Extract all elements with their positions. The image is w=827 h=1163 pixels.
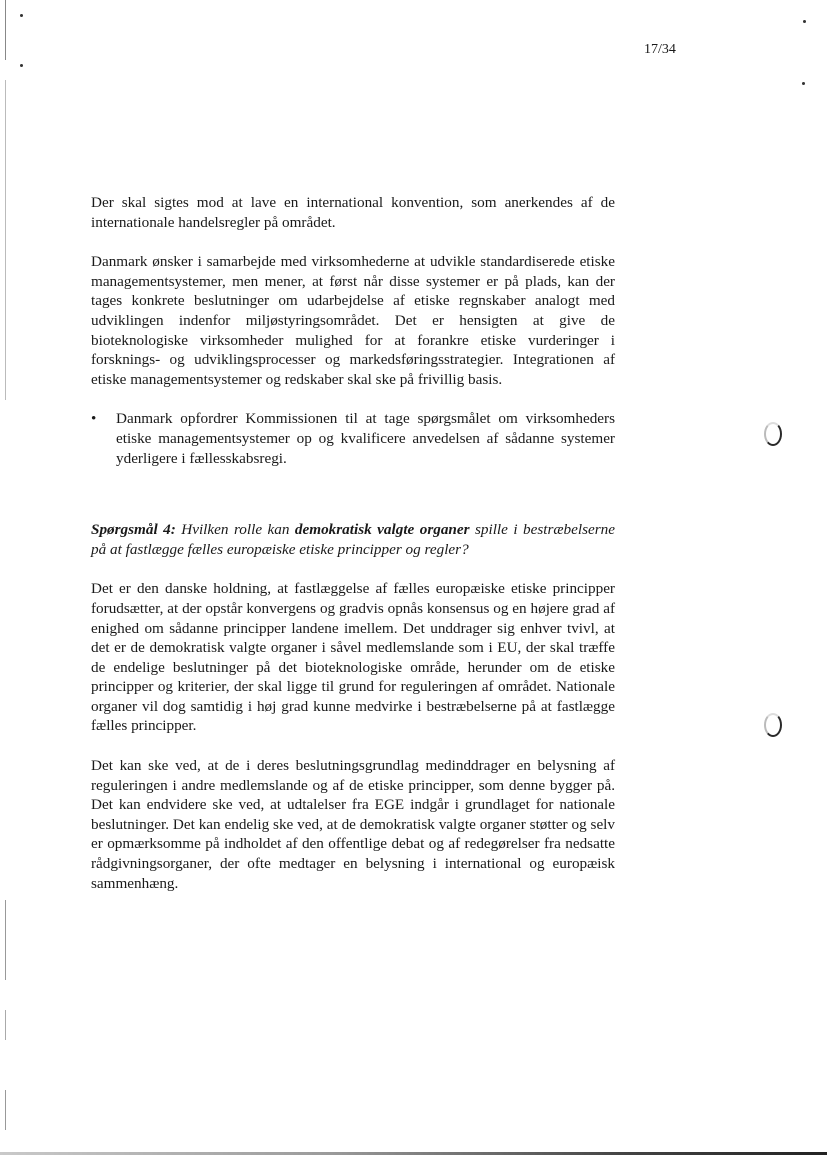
- scan-speck: [20, 14, 23, 17]
- scan-speck: [803, 20, 806, 23]
- bullet-list: [91, 409, 615, 468]
- paragraph-convention: Der skal sigtes mod at lave en international konvention, som anerkendes af de internationale handelsregler på området.: [91, 194, 615, 231]
- scan-left-edge: [5, 0, 6, 1140]
- question-heading: [91, 520, 615, 559]
- bullet-item: [91, 409, 615, 468]
- bullet-icon: •: [91, 410, 97, 428]
- scan-speck: [20, 64, 23, 67]
- scan-bottom-edge: [0, 1152, 827, 1155]
- bullet-item-text: Danmark opfordrer Kommissionen til at tage spørgsmålet om virksomheders etiske managementsystemer op og kvalificere anvedelsen af sådanne systemer yderligere i fællesskabsregi.: [116, 410, 615, 467]
- scan-speck: [802, 82, 805, 85]
- question-text-part: Hvilken rolle kan: [175, 521, 295, 539]
- question-text-part: spille i bestræbelserne på at fastlægge fælles europæiske etiske principper og regler?: [91, 521, 615, 558]
- paragraph-decision-basis: Det kan ske ved, at de i deres beslutningsgrundlag medinddrager en belysning af reguleringen i andre medlemslande og af de etiske principper, som denne bygger på. Det kan endvidere ske ved, at udtalelser fra EGE indgår i grundlaget for nationale beslutninger. Det kan endelig ske ved, at de demokratisk valgte organer støtter og selv er opmærksomme på indholdet af den offentlige debat og af redegørelser fra nedsatte rådgivningsorganer, der ofte medtager en belysning i international og europæisk sammenhæng.: [91, 757, 615, 892]
- document-body: [91, 193, 615, 913]
- punch-hole-icon: [764, 422, 782, 446]
- punch-hole-icon: [764, 713, 782, 737]
- page-number: 17/34: [644, 42, 676, 57]
- paragraph-danish-position: Det er den danske holdning, at fastlæggelse af fælles europæiske etiske principper forudsætter, at der opstår konvergens og gradvis opnås konsensus og en højere grad af enighed om sådanne principper landene imellem. Det unddrager sig enhver tvivl, at det er de demokratisk valgte organer i såvel medlemslande som i EU, der skal træffe de endelige beslutninger på det bioteknologiske område, herunder om de etiske principper og kriterier, der skal ligge til grund for reguleringen af området. Nationale organer vil dog samtidig i høj grad kunne medvirke i bestræbelserne på at fastlægge fælles principper.: [91, 580, 615, 735]
- paragraph-management-systems: Danmark ønsker i samarbejde med virksomhederne at udvikle standardiserede etiske managementsystemer, men mener, at først når disse systemer er på plads, kan der tages konkrete beslutninger om udarbejdelse af etiske regnskaber analogt med udviklingen indenfor miljøstyringsområdet. Det er hensigten at give de bioteknologiske virksomheder mulighed for at forankre etiske vurderinger i forsknings- og udviklingsprocesser og markedsføringsstrategier. Integrationen af etiske managementsystemer og redskaber skal ske på frivillig basis.: [91, 253, 615, 388]
- question-label: Spørgsmål 4:: [91, 521, 176, 539]
- question-emphasis: demokratisk valgte organer: [294, 521, 470, 539]
